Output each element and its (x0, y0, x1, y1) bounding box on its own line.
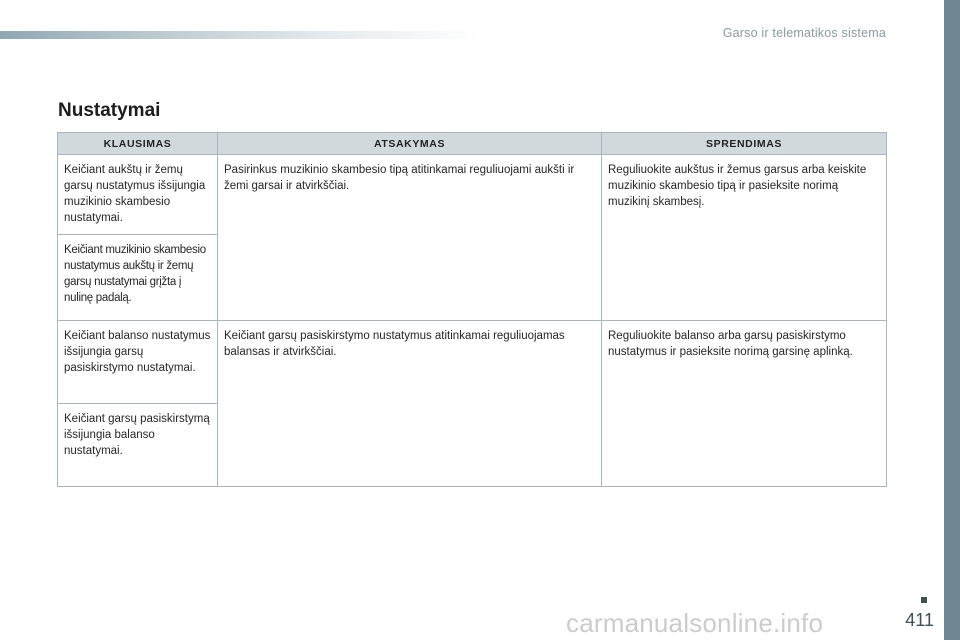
troubleshooting-table (57, 132, 887, 487)
question-cell: Keičiant aukštų ir žemų garsų nustatymus išsijungia muzikinio skambesio nustatymai. (58, 155, 218, 235)
page-title: Nustatymai (58, 100, 161, 121)
section-title: Garso ir telematikos sistema (722, 26, 886, 40)
header-gradient-bar (0, 31, 480, 39)
page-number: 411 (905, 610, 934, 630)
watermark: carmanualsonline.info (566, 608, 824, 638)
column-header-solution: SPRENDIMAS (602, 133, 887, 155)
table-row (58, 155, 887, 235)
answer-cell: Keičiant garsų pasiskirstymo nustatymus atitinkamai reguliuojamas balansas ir atvirkščiai. (218, 321, 602, 487)
table-header-row (58, 133, 887, 155)
question-cell: Keičiant balanso nustatymus išsijungia garsų pasiskirstymo nustatymai. (58, 321, 218, 404)
question-cell: Keičiant garsų pasiskirstymą išsijungia balanso nustatymai. (58, 404, 218, 487)
page-marker-square (921, 597, 927, 603)
question-cell: Keičiant muzikinio skambesio nustatymus aukštų ir žemų garsų nustatymai grįžta į nulinę padalą. (58, 235, 218, 321)
answer-cell: Pasirinkus muzikinio skambesio tipą atitinkamai reguliuojami aukšti ir žemi garsai ir atvirkščiai. (218, 155, 602, 321)
page-edge-strip (944, 0, 960, 640)
column-header-question: KLAUSIMAS (58, 133, 218, 155)
solution-cell: Reguliuokite balanso arba garsų pasiskirstymo nustatymus ir pasieksite norimą garsinę aplinką. (602, 321, 887, 487)
solution-cell: Reguliuokite aukštus ir žemus garsus arba keiskite muzikinio skambesio tipą ir pasieksite norimą muzikinį skambesį. (602, 155, 887, 321)
table-row (58, 321, 887, 404)
column-header-answer: ATSAKYMAS (218, 133, 602, 155)
